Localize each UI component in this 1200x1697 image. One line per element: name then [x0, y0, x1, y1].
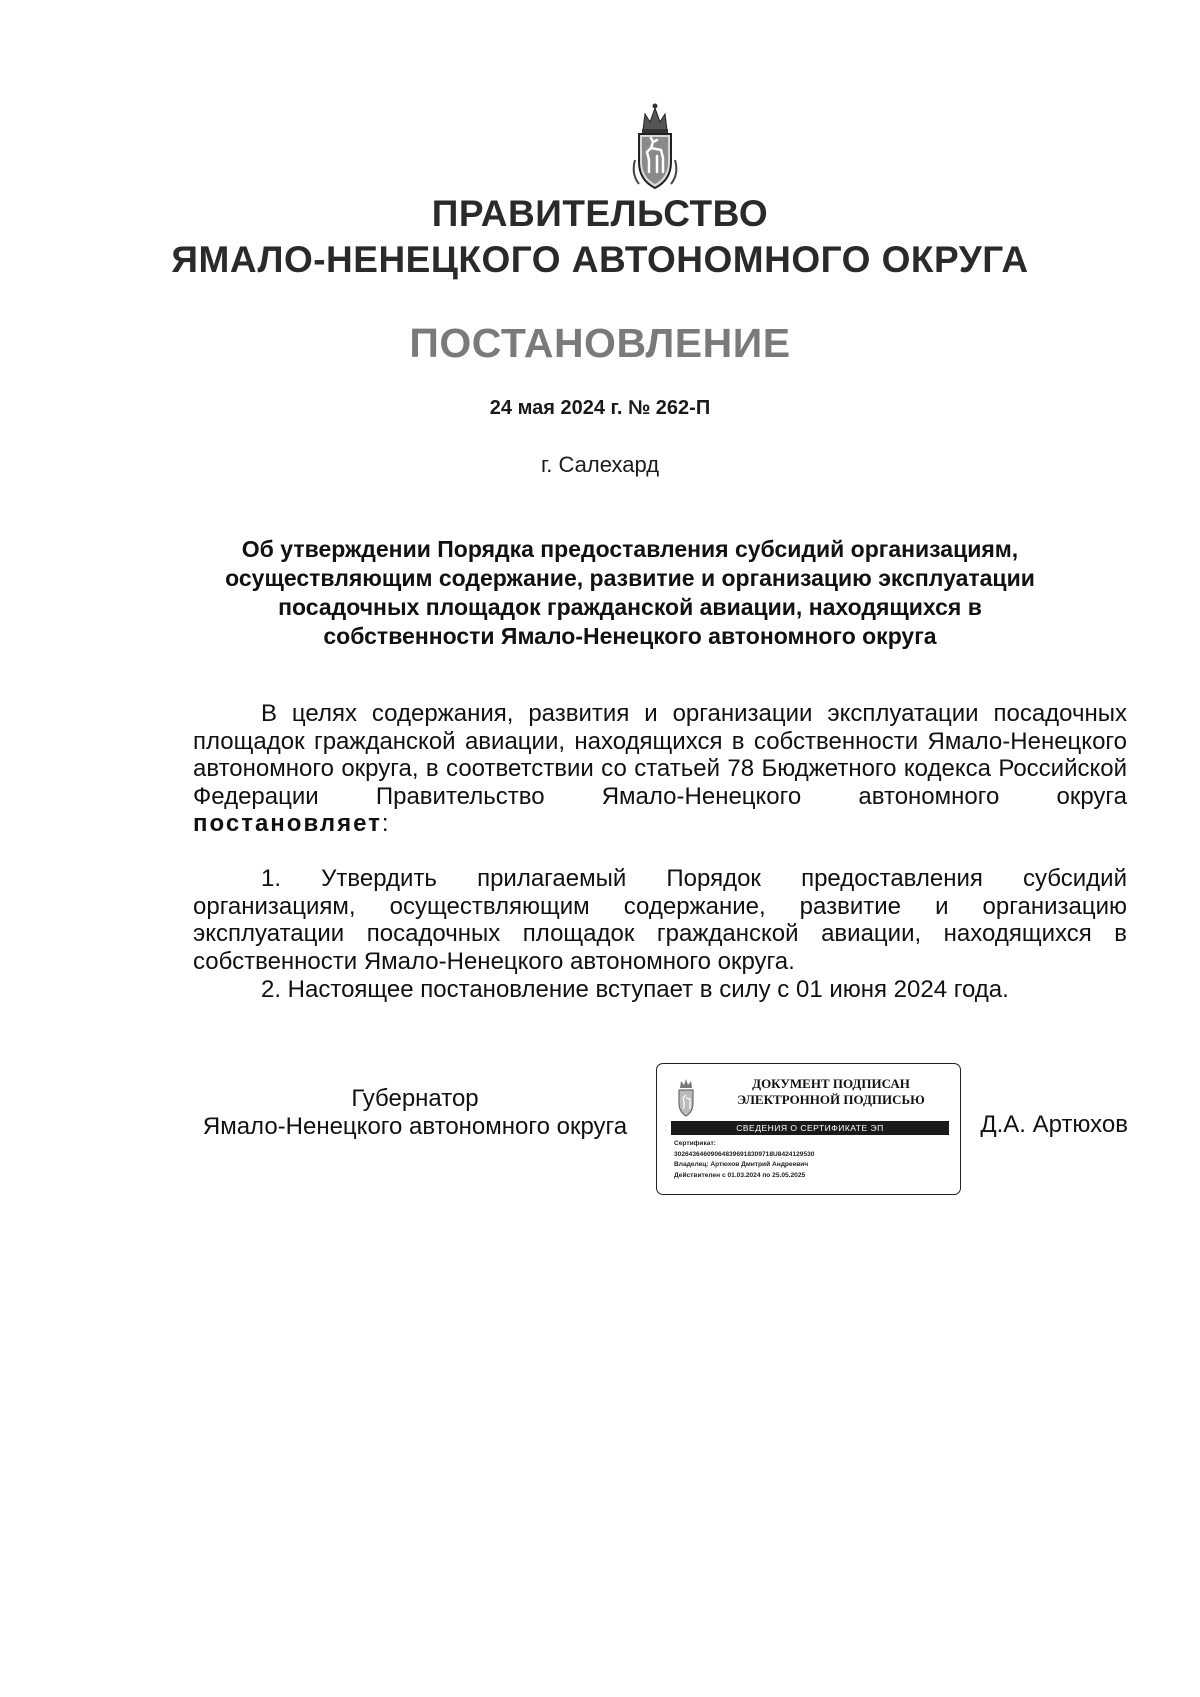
signatory-position-line2: Ямало-Ненецкого автономного округа — [202, 1113, 628, 1140]
coat-of-arms-icon — [627, 100, 683, 192]
stamp-validity: Действителен с 01.03.2024 по 25.05.2025 — [674, 1171, 806, 1179]
decree-item-2: 2. Настоящее постановление вступает в силу с 01 июня 2024 года. — [261, 976, 1009, 1003]
stamp-coat-of-arms-icon — [674, 1076, 698, 1118]
stamp-owner: Владелец: Артюхов Дмитрий Андреевич — [674, 1161, 809, 1168]
document-type-heading: ПОСТАНОВЛЕНИЕ — [409, 320, 791, 366]
stamp-certificate-bar: СВЕДЕНИЯ О СЕРТИФИКАТЕ ЭП — [671, 1121, 949, 1135]
stamp-title-line1: ДОКУМЕНТ ПОДПИСАН — [752, 1076, 910, 1091]
decree-keyword: постановляет — [193, 810, 382, 837]
signatory-position-line1: Губернатор — [351, 1085, 479, 1112]
government-title: ПРАВИТЕЛЬСТВО — [431, 193, 769, 234]
preamble-paragraph — [193, 700, 1127, 838]
signatory-name: Д.А. Артюхов — [980, 1111, 1128, 1138]
government-region-title: ЯМАЛО-НЕНЕЦКОГО АВТОНОМНОГО ОКРУГА — [171, 239, 1029, 280]
stamp-cert-label: Сертификат: — [674, 1140, 716, 1147]
signatory-position — [190, 1085, 640, 1141]
stamp-title — [713, 1076, 949, 1108]
electronic-signature-stamp — [656, 1063, 961, 1195]
decree-colon: : — [381, 810, 389, 837]
decree-item-1: 1. Утвердить прилагаемый Порядок предоставления субсидий организациям, осуществляющим содержание, развитие и организацию эксплуатации посадочных площадок гражданской авиации, находящихся в собственности Ямало-Ненецкого автономного округа. — [193, 865, 1127, 975]
preamble-text: В целях содержания, развития и организации эксплуатации посадочных площадок гражданской авиации, находящихся в собственности Ямало-Ненецкого автономного округа, в соответствии со статьей 78 Бюджетного кодекса Российской Федерации Правительство Ямало-Ненецкого автономного округа — [193, 700, 1127, 810]
document-date-number: 24 мая 2024 г. № 262-П — [489, 397, 711, 419]
stamp-title-line2: ЭЛЕКТРОННОЙ ПОДПИСЬЮ — [737, 1092, 925, 1107]
document-subject: Об утверждении Порядка предоставления субсидий организациям, осуществляющим содержание, развитие и организацию эксплуатации посадочных площадок гражданской авиации, находящихся в собственности Ямало-Ненецкого автономного округа — [225, 536, 1035, 649]
document-city: г. Салехард — [540, 452, 660, 477]
stamp-cert-value: 302643646090648396918309718U8424129530 — [674, 1150, 815, 1158]
stamp-certificate-details — [674, 1139, 950, 1181]
